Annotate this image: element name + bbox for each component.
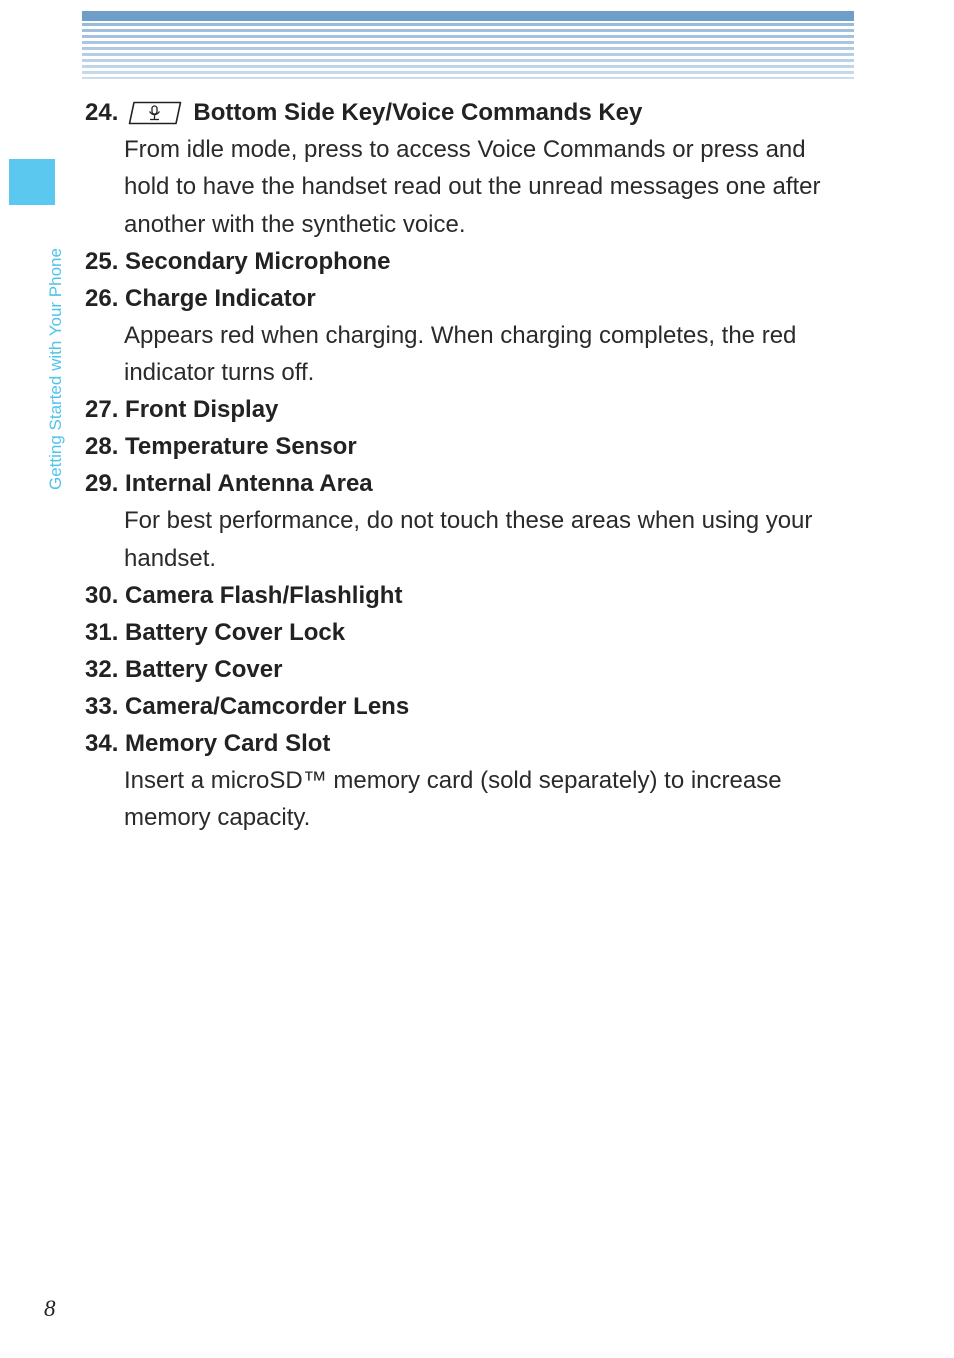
item-number: 32. [85, 656, 119, 684]
item-heading [85, 280, 855, 317]
section-tab-marker [9, 159, 55, 205]
header-top-band [82, 11, 854, 21]
list-item-34 [85, 725, 855, 837]
list-item-24 [85, 94, 855, 243]
item-heading [85, 651, 855, 688]
list-item-30 [85, 577, 855, 614]
list-item-25 [85, 243, 855, 280]
item-number: 28. [85, 433, 119, 461]
item-heading [85, 94, 855, 131]
item-number: 24. [85, 99, 119, 126]
item-number: 31. [85, 619, 119, 647]
item-heading [85, 614, 855, 651]
item-description: Appears red when charging. When charging completes, the red indicator turns off. [124, 321, 797, 387]
item-number: 29. [85, 470, 119, 498]
item-heading [85, 391, 855, 428]
item-title: Battery Cover Lock [125, 619, 346, 647]
list-item-29 [85, 465, 855, 577]
list-item-33 [85, 688, 855, 725]
microphone-key-icon [128, 101, 182, 125]
item-title: Front Display [125, 396, 279, 424]
list-item-26 [85, 280, 855, 392]
item-heading [85, 688, 855, 725]
item-title: Battery Cover [125, 656, 283, 684]
item-number: 34. [85, 730, 119, 758]
list-item-31 [85, 614, 855, 651]
item-title: Camera Flash/Flashlight [125, 582, 403, 610]
item-heading [85, 465, 855, 502]
item-heading [85, 577, 855, 614]
section-side-label: Getting Started with Your Phone [46, 248, 65, 490]
item-title: Bottom Side Key/Voice Commands Key [193, 99, 643, 126]
list-item-32 [85, 651, 855, 688]
item-title: Secondary Microphone [125, 247, 391, 275]
item-title: Charge Indicator [125, 284, 316, 312]
item-description: From idle mode, press to access Voice Commands or press and hold to have the handset read out the unread messages one after another with the synthetic voice. [124, 136, 821, 238]
item-number: 25. [85, 247, 119, 275]
item-number: 30. [85, 582, 119, 610]
item-title: Temperature Sensor [125, 433, 357, 461]
item-description: Insert a microSD™ memory card (sold separately) to increase memory capacity. [124, 767, 782, 832]
item-number: 26. [85, 284, 119, 312]
list-item-28 [85, 428, 855, 465]
item-heading [85, 725, 855, 762]
header-stripe-banner [82, 11, 854, 79]
item-title: Memory Card Slot [125, 730, 331, 758]
item-title: Camera/Camcorder Lens [125, 693, 410, 721]
item-description: For best performance, do not touch these areas when using your handset. [124, 507, 813, 572]
page-number: 8 [44, 1296, 56, 1321]
list-item-27 [85, 391, 855, 428]
item-number: 33. [85, 693, 119, 721]
item-number: 27. [85, 396, 119, 424]
item-heading [85, 428, 855, 465]
item-title: Internal Antenna Area [125, 470, 373, 498]
item-list [85, 94, 855, 837]
item-heading [85, 243, 855, 280]
